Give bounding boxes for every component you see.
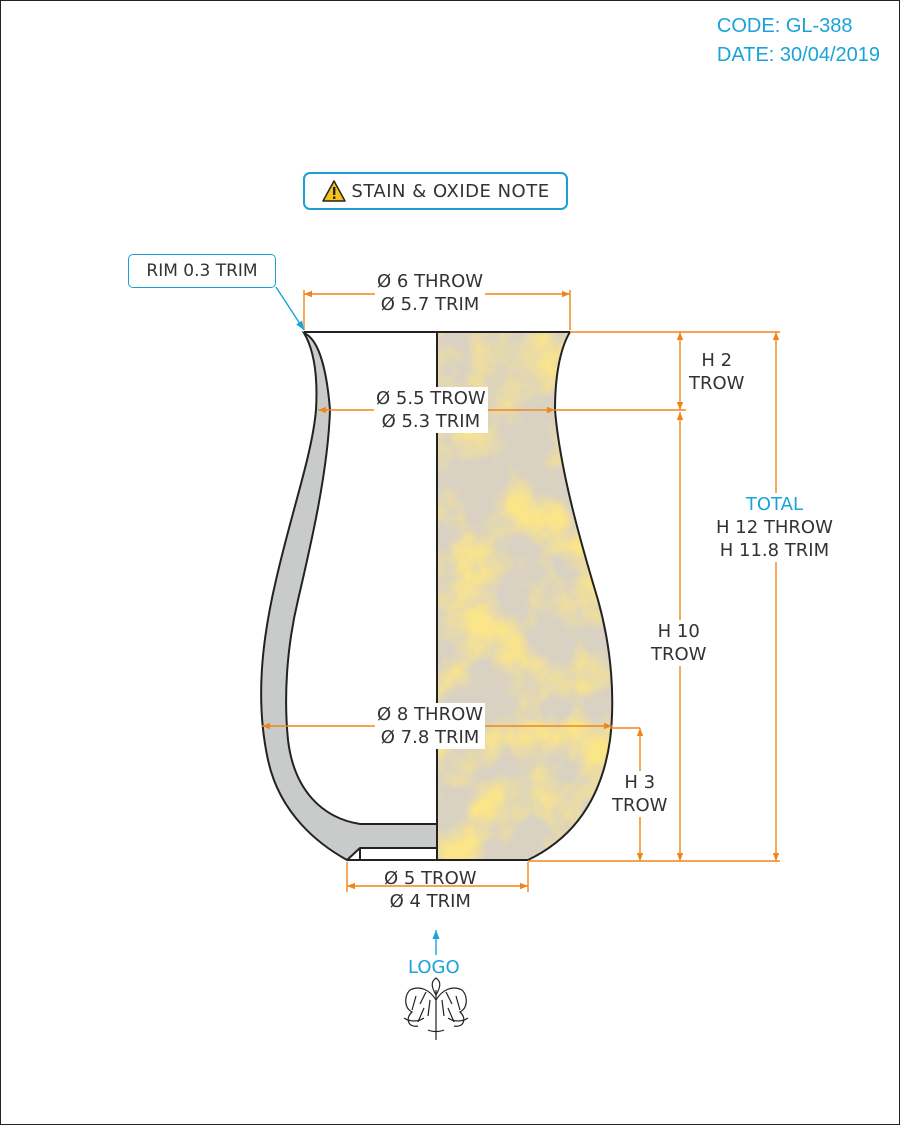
date-label: DATE: 30/04/2019 xyxy=(716,44,880,66)
rim-callout-label: RIM 0.3 TRIM xyxy=(146,261,258,281)
body-height-unit: TROW xyxy=(651,644,707,665)
neck-height-value: H 2 xyxy=(701,350,733,371)
belly-height-unit: TROW xyxy=(612,795,668,816)
foot-opening xyxy=(360,848,437,860)
top-diameter-throw: Ø 6 THROW xyxy=(377,271,484,292)
belly-height-label xyxy=(610,771,669,817)
rim-callout xyxy=(128,254,276,288)
belly-height-value: H 3 xyxy=(624,772,656,793)
neck-diameter-throw: Ø 5.5 TROW xyxy=(376,388,486,409)
body-height-label xyxy=(649,620,708,666)
foot-diameter-trim: Ø 4 TRIM xyxy=(389,891,471,912)
body-height-value: H 10 xyxy=(657,621,700,642)
logo-label: LOGO xyxy=(408,957,460,978)
belly-diameter-throw: Ø 8 THROW xyxy=(377,704,484,725)
rim-leader xyxy=(276,287,304,330)
top-diameter-label xyxy=(375,270,485,316)
neck-height-unit: TROW xyxy=(689,373,745,394)
stain-oxide-note-button[interactable] xyxy=(303,172,568,210)
neck-height-label xyxy=(687,349,746,395)
total-height-throw: H 12 THROW xyxy=(716,517,833,538)
belly-diameter-label xyxy=(375,703,485,749)
note-label: STAIN & OXIDE NOTE xyxy=(351,180,550,202)
neck-diameter-trim: Ø 5.3 TRIM xyxy=(381,411,481,432)
neck-diameter-label xyxy=(374,387,488,433)
total-height-trim: H 11.8 TRIM xyxy=(719,540,830,561)
top-diameter-trim: Ø 5.7 TRIM xyxy=(380,294,480,315)
logo-tree-icon xyxy=(404,978,468,1040)
total-height-label xyxy=(714,493,835,562)
foot-diameter-throw: Ø 5 TROW xyxy=(384,868,477,889)
code-label: CODE: GL-388 xyxy=(716,15,853,37)
belly-diameter-trim: Ø 7.8 TRIM xyxy=(380,727,480,748)
foot-diameter-label xyxy=(382,867,479,913)
total-height-title: TOTAL xyxy=(745,494,803,515)
warning-triangle-icon xyxy=(321,179,347,203)
